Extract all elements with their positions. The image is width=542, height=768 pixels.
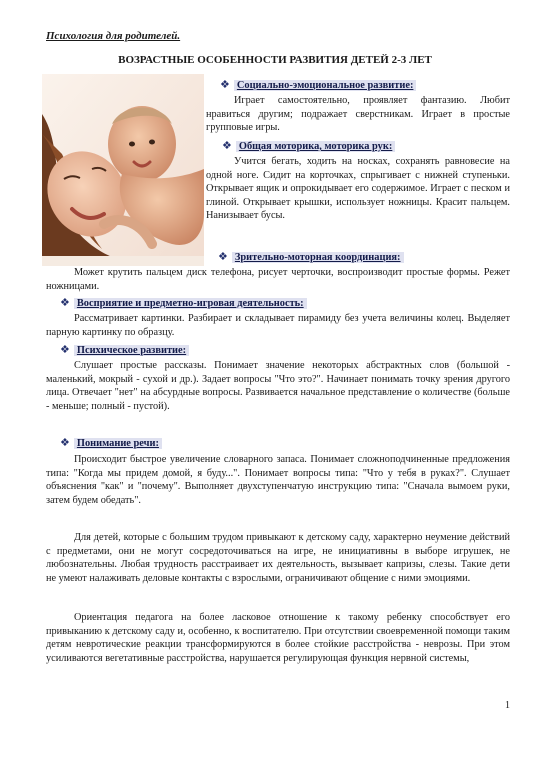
section-heading-social: ❖ Социально-эмоциональное развитие:: [220, 79, 416, 92]
section-heading-mental: ❖ Психическое развитие:: [60, 344, 189, 357]
section-text-motor: Учится бегать, ходить на носках, сохранять равновесие на одной ноге. Сидит на корточках, спрыгивает с нижней ступеньки. Открывает ящик и опрокидывает его содержимое. Играет с песком и глиной. Открывает крышки, использует ножницы. Красит пальцем. Нанизывает бусы.: [206, 156, 510, 222]
section-heading-visual-motor: ❖ Зрительно-моторная координация:: [218, 251, 404, 264]
page-number: 1: [505, 700, 510, 711]
diamond-bullet-icon: ❖: [60, 437, 70, 449]
section-text-perception: Рассматривает картинки. Разбирает и складывает пирамиду без учета величины колец. Выделяет парную картинку по образцу.: [46, 313, 510, 338]
section-text-visual-motor: Может крутить пальцем диск телефона, рисует черточки, воспроизводит простые формы. Режет ножницами.: [46, 267, 510, 292]
page-header: Психология для родителей.: [46, 30, 181, 42]
section-heading-motor: ❖ Общая моторика, моторика рук:: [222, 140, 395, 153]
diamond-bullet-icon: ❖: [222, 140, 232, 152]
diamond-bullet-icon: ❖: [220, 79, 230, 91]
section-text-mental: Слушает простые рассказы. Понимает значение некоторых абстрактных слов (большой - маленький, мокрый - сухой и др.). Задает вопросы "Что это?". Начинает понимать точку зрения другого лица. Отвечает "нет" на абсурдные вопросы. Развивается начальное представление о количестве (больше - меньше; полный - пустой).: [46, 360, 510, 412]
diamond-bullet-icon: ❖: [218, 251, 228, 263]
paragraph-teacher: Ориентация педагога на более ласковое отношение к такому ребенку способствует его привыканию к детскому саду и, особенно, к воспитателю. При отсутствии своевременной помощи таким детям невротические реакции трансформируются в более стойкие расстройства - неврозы. При этом усиливаются вегетативные расстройства, нарушается регулирующая функция нервной системы,: [46, 612, 510, 664]
section-text-social: Играет самостоятельно, проявляет фантазию. Любит нравиться другим; подражает сверстникам. Играет в простые групповые игры.: [206, 95, 510, 134]
section-heading-perception: ❖ Восприятие и предметно-игровая деятельность:: [60, 297, 307, 310]
paragraph-adaptation: Для детей, которые с большим трудом привыкают к детскому саду, характерно неумение действий с предметами, они не могут сосредоточиваться на игре, не инициативны в выборе игрушек, не любознательны. Любая трудность расстраивает их деятельность, вызывает капризы, слезы. Такие дети не умеют налаживать деловые контакты с взрослыми, ограничивают общение с ними эмоциями.: [46, 532, 510, 584]
mother-child-photo: [42, 74, 204, 266]
diamond-bullet-icon: ❖: [60, 344, 70, 356]
section-text-speech: Происходит быстрое увеличение словарного запаса. Понимает сложноподчиненные предложения типа: "Когда мы придем домой, я буду...". Понимает вопросы типа: "Что у тебя в руках?". Слушает объяснения "как" и "почему". Выполняет двухступенчатую инструкцию типа: "Сначала вымоем руки, затем будем обедать".: [46, 454, 510, 506]
section-heading-speech: ❖ Понимание речи:: [60, 437, 162, 450]
photo-illustration: [42, 74, 204, 266]
diamond-bullet-icon: ❖: [60, 297, 70, 309]
page-title: ВОЗРАСТНЫЕ ОСОБЕННОСТИ РАЗВИТИЯ ДЕТЕЙ 2-3 ЛЕТ: [118, 54, 432, 66]
